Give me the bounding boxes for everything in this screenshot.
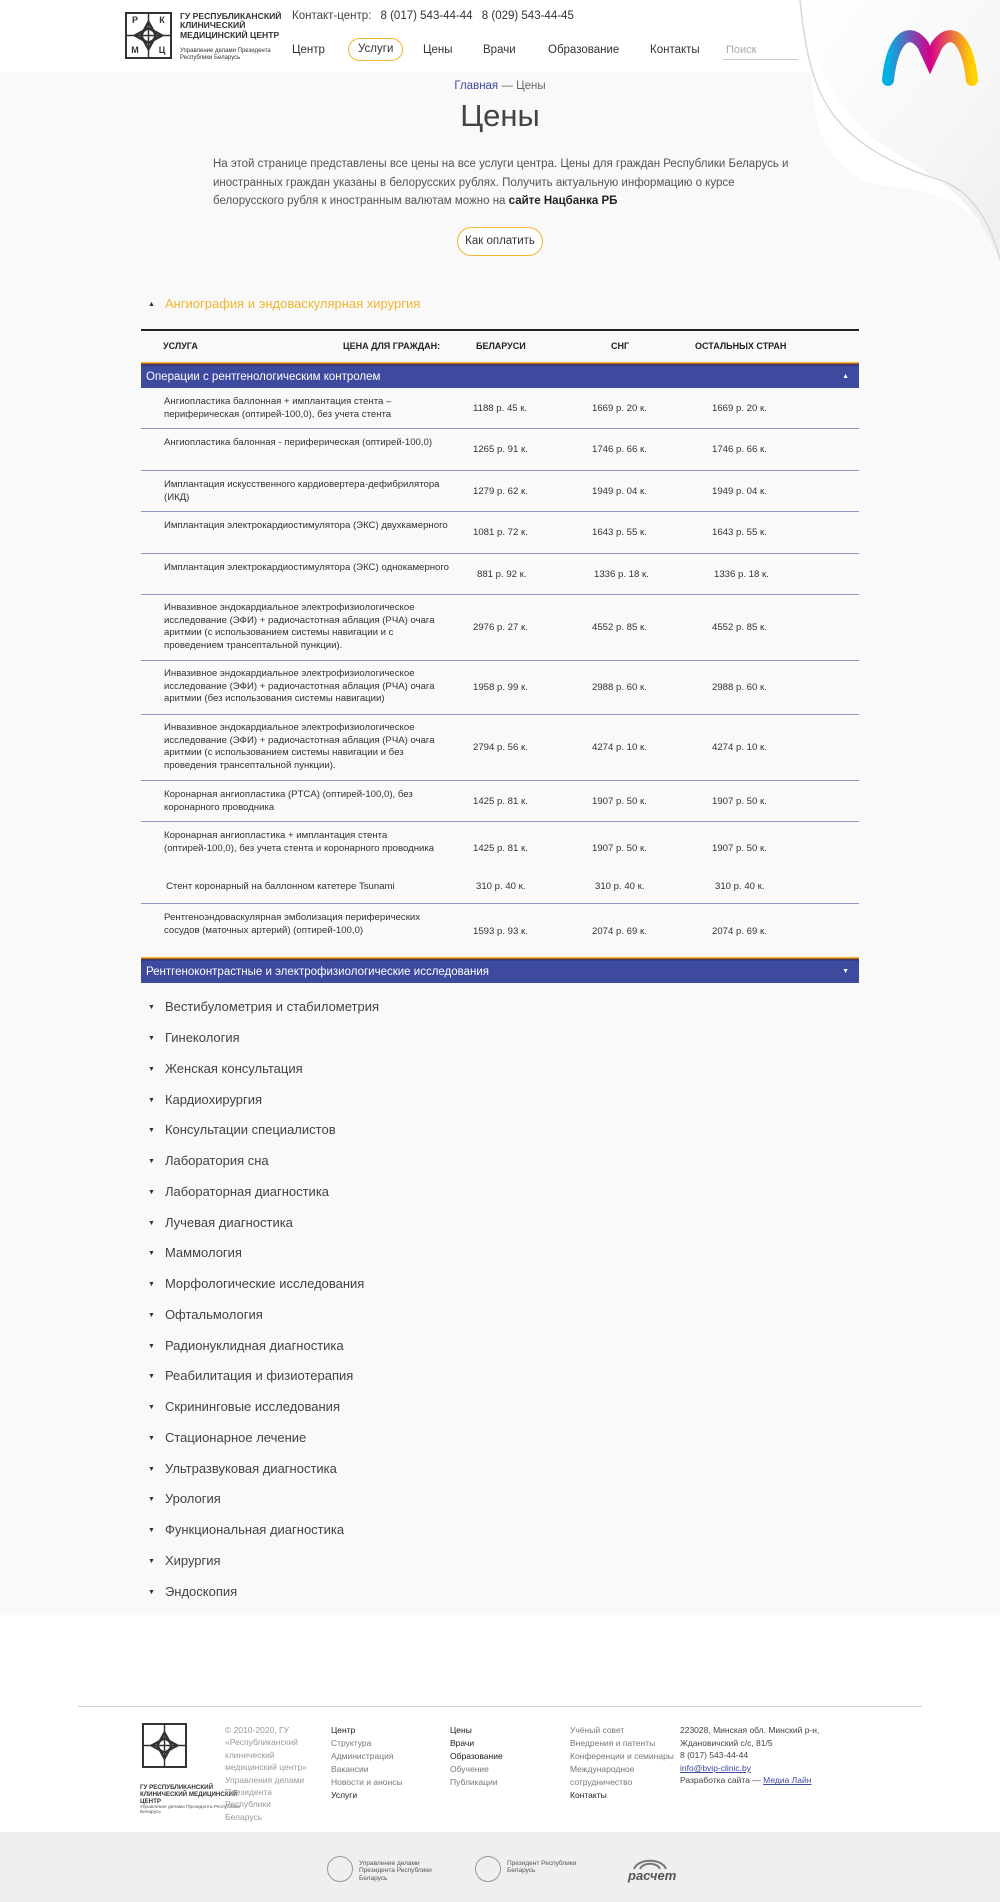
price-other: 4274 р. 10 к. <box>712 742 767 753</box>
category-item[interactable] <box>148 1245 242 1260</box>
price-belarus: 1081 р. 72 к. <box>473 527 528 538</box>
developer-link[interactable]: Медиа Лайн <box>763 1775 812 1786</box>
footer-logo-text: ГУ РЕСПУБЛИКАНСКИЙ КЛИНИЧЕСКИЙ МЕДИЦИНСКИЙ ЦЕНТР <box>140 1784 238 1805</box>
triangle-down-icon: ▼ <box>148 1281 155 1289</box>
emblem-icon <box>327 1856 353 1882</box>
price-cis: 4274 р. 10 к. <box>592 742 647 753</box>
footer-link[interactable]: Образование <box>450 1751 503 1761</box>
category-label: Офтальмология <box>164 1307 263 1322</box>
footer-link[interactable]: Публикации <box>450 1777 498 1787</box>
table-row <box>141 471 859 512</box>
footer-link[interactable]: Врачи <box>450 1738 475 1748</box>
service-name: Инвазивное эндокардиальное электрофизиологическое исследование (ЭФИ) + радиочастотная аблация (РЧА) очага аритмии (без использования системы навигации) <box>164 668 435 705</box>
category-label: Консультации специалистов <box>164 1122 336 1137</box>
logo-letter: К <box>159 15 165 25</box>
category-item[interactable] <box>148 1061 303 1076</box>
contact-label: Контакт-центр: <box>292 10 372 22</box>
category-item[interactable] <box>148 1461 337 1476</box>
nbrb-link[interactable]: сайте Нацбанка РБ <box>508 195 618 207</box>
breadcrumb-separator: — <box>501 80 513 92</box>
table-row <box>141 512 859 554</box>
logo-mark <box>125 12 172 59</box>
nav-education[interactable]: Образование <box>548 44 620 56</box>
nav-centre[interactable]: Центр <box>292 44 325 56</box>
triangle-down-icon: ▼ <box>148 1097 155 1105</box>
category-label: Радионуклидная диагностика <box>164 1338 344 1353</box>
breadcrumb-current: Цены <box>516 80 546 92</box>
footer-link[interactable]: Внедрения и патенты <box>570 1738 656 1748</box>
header-other: ОСТАЛЬНЫХ СТРАН <box>695 341 787 351</box>
price-other: 4552 р. 85 к. <box>712 622 767 633</box>
footer-link[interactable]: Центр <box>331 1725 356 1735</box>
category-item[interactable] <box>148 1522 344 1537</box>
group-contrast-studies[interactable] <box>141 961 859 983</box>
group-label: Операции с рентгенологическим контролем <box>146 371 381 383</box>
category-label: Ангиография и эндоваскулярная хирургия <box>164 296 421 311</box>
category-item[interactable] <box>148 999 379 1014</box>
table-top-border <box>141 329 859 331</box>
price-belarus: 1265 р. 91 к. <box>473 444 528 455</box>
category-label: Кардиохирургия <box>164 1092 263 1107</box>
service-name: Ангиопластика баллонная + имплантация стента – периферическая (оптирей-100,0), без учета стента <box>164 396 392 420</box>
price-other: 1949 р. 04 к. <box>712 486 767 497</box>
partner-label: Президент Республики Беларусь <box>507 1860 577 1875</box>
footer-link[interactable]: Контакты <box>570 1790 607 1800</box>
category-angiography[interactable] <box>148 296 420 311</box>
price-belarus: 1593 р. 93 к. <box>473 926 528 937</box>
address: 223028, Минская обл. Минский р-н, Ждановичский с/с, 81/5 <box>680 1725 820 1748</box>
triangle-down-icon: ▼ <box>842 968 849 975</box>
triangle-down-icon: ▼ <box>148 1527 155 1535</box>
logo-letter: М <box>131 45 139 55</box>
partner-raschet[interactable] <box>628 1856 688 1886</box>
table-row <box>141 595 859 661</box>
category-item[interactable] <box>148 1368 353 1383</box>
footer-col-2 <box>450 1724 503 1789</box>
service-name: Стент коронарный на баллонном катетере Tsunami <box>166 881 395 892</box>
price-cis: 2988 р. 60 к. <box>592 682 647 693</box>
nav-services[interactable]: Услуги <box>348 38 403 61</box>
table-row <box>141 822 859 874</box>
category-label: Лаборатория сна <box>164 1153 269 1168</box>
category-item[interactable] <box>148 1276 364 1291</box>
logo-letter: Ц <box>158 45 166 55</box>
nav-doctors[interactable]: Врачи <box>483 44 516 56</box>
category-item[interactable] <box>148 1399 340 1414</box>
category-item[interactable] <box>148 1184 329 1199</box>
price-cis: 1336 р. 18 к. <box>594 569 649 580</box>
table-row <box>141 388 859 429</box>
service-name: Ангиопластика балонная - периферическая (оптирей-100,0) <box>164 437 433 448</box>
footer-logo-mark <box>142 1723 187 1768</box>
footer-divider <box>78 1706 922 1707</box>
price-cis: 1907 р. 50 к. <box>592 796 647 807</box>
category-item[interactable] <box>148 1430 306 1445</box>
price-belarus: 1425 р. 81 к. <box>473 843 528 854</box>
category-label: Стационарное лечение <box>164 1430 307 1445</box>
triangle-down-icon: ▼ <box>148 1250 155 1258</box>
price-other: 2074 р. 69 к. <box>712 926 767 937</box>
nav-prices[interactable]: Цены <box>423 44 453 56</box>
footer-logo-subtitle: Управление делами Президента Республики Беларусь <box>140 1805 240 1816</box>
triangle-down-icon: ▼ <box>148 1158 155 1166</box>
service-name: Имплантация электрокардиостимулятора (ЭКС) однокамерного <box>164 562 449 573</box>
table-row <box>141 781 859 822</box>
category-item[interactable] <box>148 1584 237 1599</box>
category-label: Женская консультация <box>164 1061 303 1076</box>
email-link[interactable]: info@bvip-clinic.by <box>680 1762 751 1773</box>
price-cis: 1746 р. 66 к. <box>592 444 647 455</box>
triangle-down-icon: ▼ <box>148 1127 155 1135</box>
footer-col-3 <box>570 1724 675 1802</box>
footer-link[interactable]: Учёный совет <box>570 1725 625 1735</box>
price-belarus: 881 р. 92 к. <box>477 569 527 580</box>
table-row <box>141 874 859 904</box>
developer-label: Разработка сайта — <box>680 1775 761 1786</box>
phone-link[interactable]: 8 (029) 543-44-45 <box>481 10 574 22</box>
footer-link[interactable]: Конференции и семинары <box>570 1751 674 1761</box>
copyright: © 2010-2020, ГУ «Республиканский клинический медицинский центр» Управления делами Президента Республики Беларусь <box>225 1725 307 1822</box>
footer-link[interactable]: Вакансии <box>331 1764 369 1774</box>
category-label: Лучевая диагностика <box>164 1215 293 1230</box>
partner-label: Управление делами Президента Республики Беларусь <box>359 1860 432 1882</box>
triangle-down-icon: ▼ <box>148 1589 155 1597</box>
footer-address-block <box>680 1724 820 1787</box>
category-label: Лабораторная диагностика <box>164 1184 330 1199</box>
phone-link[interactable]: 8 (017) 543-44-44 <box>380 10 473 22</box>
category-label: Вестибулометрия и стабилометрия <box>164 999 380 1014</box>
partner-label: расчет <box>628 1868 677 1883</box>
price-belarus: 310 р. 40 к. <box>476 881 526 892</box>
price-other: 1336 р. 18 к. <box>714 569 769 580</box>
how-to-pay-button[interactable]: Как оплатить <box>457 227 543 256</box>
price-belarus: 1425 р. 81 к. <box>473 796 528 807</box>
service-name: Инвазивное эндокардиальное электрофизиологическое исследование (ЭФИ) + радиочастотная аблация (РЧА) очага аритмии (с использованием системы навигации и без проведения трансептальной пункции). <box>164 722 435 771</box>
price-cis: 4552 р. 85 к. <box>592 622 647 633</box>
table-row <box>141 554 859 595</box>
triangle-up-icon: ▲ <box>842 373 849 380</box>
price-cis: 2074 р. 69 к. <box>592 926 647 937</box>
service-name: Рентгеноэндоваскулярная эмболизация периферических сосудов (маточных артерий) (оптирей-100,0) <box>164 912 421 936</box>
search-input[interactable]: Поиск <box>723 41 798 60</box>
triangle-down-icon: ▼ <box>148 1558 155 1566</box>
price-cis: 1907 р. 50 к. <box>592 843 647 854</box>
category-label: Гинекология <box>164 1030 240 1045</box>
category-label: Маммология <box>164 1245 242 1260</box>
triangle-down-icon: ▼ <box>148 1496 155 1504</box>
contact-center <box>292 10 574 22</box>
table-row <box>141 904 859 957</box>
triangle-down-icon: ▼ <box>148 1373 155 1381</box>
price-cis: 310 р. 40 к. <box>595 881 645 892</box>
category-item[interactable] <box>148 1092 262 1107</box>
category-item[interactable] <box>148 1338 344 1353</box>
price-other: 1907 р. 50 к. <box>712 796 767 807</box>
category-item[interactable] <box>148 1553 221 1568</box>
footer-col-1 <box>331 1724 403 1802</box>
emblem-icon <box>475 1856 501 1882</box>
price-other: 1907 р. 50 к. <box>712 843 767 854</box>
category-label: Ультразвуковая диагностика <box>164 1461 337 1476</box>
logo-letter: Р <box>131 15 138 25</box>
table-row <box>141 661 859 715</box>
intro-body: На этой странице представлены все цены на все услуги центра. Цены для граждан Республики Беларусь и иностранных граждан указаны в белорусских рублях. Получить актуальную информацию о курсе белорусского рубля к иностранным валютам можно на <box>213 158 789 207</box>
group-operations[interactable] <box>141 366 859 388</box>
category-item[interactable] <box>148 1122 336 1137</box>
triangle-down-icon: ▼ <box>148 1435 155 1443</box>
logo[interactable] <box>125 12 280 60</box>
service-name: Инвазивное эндокардиальное электрофизиологическое исследование (ЭФИ) + радиочастотная аблация (РЧА) очага аритмии (с использованием системы навигации и с проведением трансептальной пункции). <box>164 602 435 651</box>
price-other: 310 р. 40 к. <box>715 881 765 892</box>
intro-text <box>213 155 793 211</box>
footer-link[interactable]: Цены <box>450 1725 472 1735</box>
breadcrumb <box>0 80 1000 92</box>
header-cis: СНГ <box>611 341 630 351</box>
triangle-down-icon: ▼ <box>148 1035 155 1043</box>
partner-president[interactable] <box>475 1856 575 1886</box>
table-row <box>141 715 859 781</box>
service-name: Коронарная ангиопластика (PTCA) (оптирей-100,0), без коронарного проводника <box>164 789 413 813</box>
category-label: Эндоскопия <box>164 1584 238 1599</box>
triangle-down-icon: ▼ <box>148 1004 155 1012</box>
price-belarus: 1188 р. 45 к. <box>473 403 528 414</box>
triangle-down-icon: ▼ <box>148 1312 155 1320</box>
group-label: Рентгеноконтрастные и электрофизиологические исследования <box>146 966 490 978</box>
footer-link[interactable]: Структура <box>331 1738 372 1748</box>
category-item[interactable] <box>148 1307 263 1322</box>
header-service: УСЛУГА <box>163 341 198 351</box>
logo-subtitle: Управление делами Президента Республики Беларусь <box>180 48 271 61</box>
footer-link[interactable]: Услуги <box>331 1790 358 1800</box>
price-other: 1669 р. 20 к. <box>712 403 767 414</box>
category-item[interactable] <box>148 1153 269 1168</box>
triangle-down-icon: ▼ <box>148 1404 155 1412</box>
category-item[interactable] <box>148 1030 240 1045</box>
service-name: Имплантация электрокардиостимулятора (ЭКС) двухкамерного <box>164 520 448 531</box>
category-label: Функциональная диагностика <box>164 1522 345 1537</box>
price-cis: 1949 р. 04 к. <box>592 486 647 497</box>
category-label: Скрининговые исследования <box>164 1399 340 1414</box>
price-belarus: 2794 р. 56 к. <box>473 742 528 753</box>
category-label: Морфологические исследования <box>164 1276 365 1291</box>
price-other: 1643 р. 55 к. <box>712 527 767 538</box>
footer-link[interactable]: Новости и анонсы <box>331 1777 403 1787</box>
triangle-down-icon: ▼ <box>148 1066 155 1074</box>
price-cis: 1643 р. 55 к. <box>592 527 647 538</box>
partner-presidential-affairs[interactable] <box>327 1856 447 1886</box>
breadcrumb-home[interactable]: Главная <box>454 80 499 92</box>
price-other: 2988 р. 60 к. <box>712 682 767 693</box>
logo-text: ГУ РЕСПУБЛИКАНСКИЙ КЛИНИЧЕСКИЙ МЕДИЦИНСКИЙ ЦЕНТР <box>180 11 282 40</box>
nav-contacts[interactable]: Контакты <box>650 44 700 56</box>
triangle-up-icon: ▲ <box>148 301 155 309</box>
category-label: Хирургия <box>164 1553 221 1568</box>
price-cis: 1669 р. 20 к. <box>592 403 647 414</box>
table-row <box>141 429 859 471</box>
category-item[interactable] <box>148 1491 221 1506</box>
price-belarus: 2976 р. 27 к. <box>473 622 528 633</box>
page-title: Цены <box>460 98 540 133</box>
triangle-down-icon: ▼ <box>148 1343 155 1351</box>
price-belarus: 1279 р. 62 к. <box>473 486 528 497</box>
price-other: 1746 р. 66 к. <box>712 444 767 455</box>
footer-phone[interactable]: 8 (017) 543-44-44 <box>680 1750 749 1761</box>
header-price-for: ЦЕНА ДЛЯ ГРАЖДАН: <box>343 341 441 351</box>
service-name: Коронарная ангиопластика + имплантация стента (оптирей-100,0), без учета стента и коронарного проводника <box>164 830 435 854</box>
footer-link[interactable]: Обучение <box>450 1764 489 1774</box>
triangle-down-icon: ▼ <box>148 1220 155 1228</box>
triangle-down-icon: ▼ <box>148 1466 155 1474</box>
header-belarus: БЕЛАРУСИ <box>476 341 526 351</box>
triangle-down-icon: ▼ <box>148 1189 155 1197</box>
partners-bar <box>0 1832 1000 1902</box>
service-name: Имплантация искусственного кардиовертера-дефибрилятора (ИКД) <box>164 479 440 503</box>
footer-link[interactable]: Администрация <box>331 1751 394 1761</box>
category-label: Урология <box>164 1491 221 1506</box>
category-label: Реабилитация и физиотерапия <box>164 1368 354 1383</box>
price-belarus: 1958 р. 99 к. <box>473 682 528 693</box>
footer-link[interactable]: Международное сотрудничество <box>570 1764 635 1787</box>
category-item[interactable] <box>148 1215 293 1230</box>
